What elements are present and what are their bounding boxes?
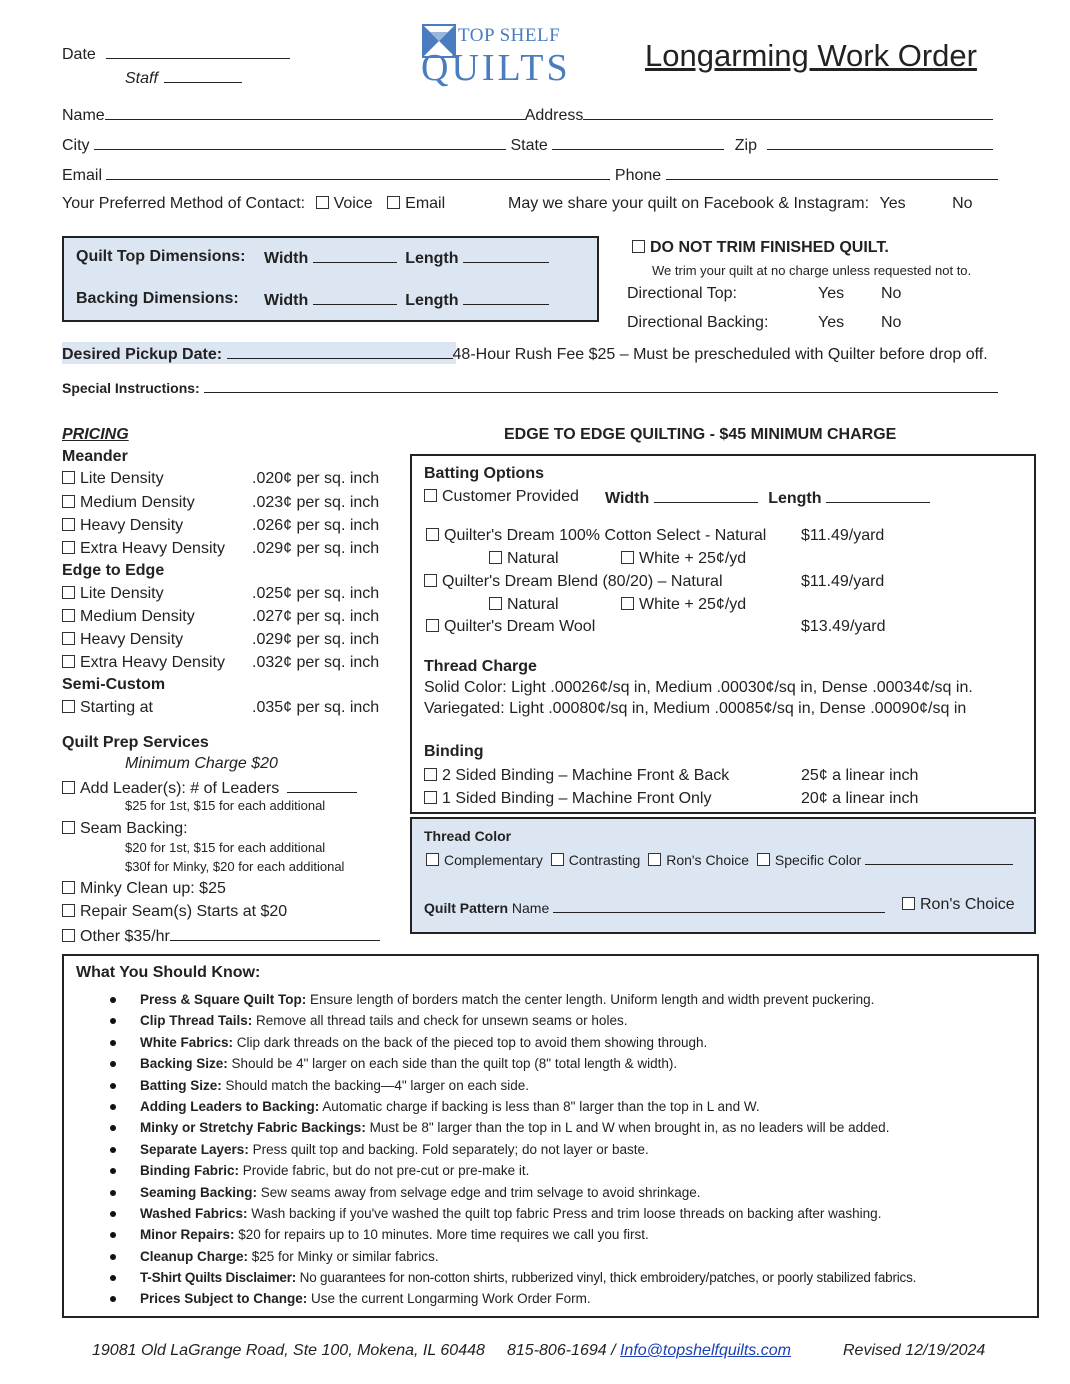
- edge-extra-heavy-label: Extra Heavy Density: [80, 654, 225, 671]
- complementary-checkbox[interactable]: [426, 853, 439, 866]
- special-instructions-label: Special Instructions:: [62, 380, 200, 396]
- directional-top-no[interactable]: No: [881, 285, 902, 302]
- wool-price: $13.49/yard: [801, 618, 886, 635]
- list-item: Seaming Backing: Sew seams away from selvage edge and trim selvage to avoid shrinkage.: [64, 1182, 1034, 1203]
- list-item: Backing Size: Should be 4" larger on each side than the quilt top (8" total length & width).: [64, 1053, 1034, 1074]
- repair-checkbox[interactable]: [62, 904, 75, 917]
- meander-medium-checkbox[interactable]: [62, 495, 75, 508]
- binding-two-price: 25¢ a linear inch: [801, 767, 919, 784]
- cotton-natural-label: Natural: [507, 550, 559, 567]
- thread-color-title: Thread Color: [424, 828, 512, 844]
- binding-two-row[interactable]: [424, 767, 729, 785]
- meander-extra-heavy-label: Extra Heavy Density: [80, 540, 225, 557]
- quilt-pattern-name-label: Name: [511, 900, 550, 916]
- blend-natural-label: Natural: [507, 596, 559, 613]
- share-no[interactable]: No: [952, 195, 973, 212]
- leaders-count-line[interactable]: [287, 778, 357, 793]
- list-item: Batting Size: Should match the backing—4" larger on each side.: [64, 1075, 1034, 1096]
- special-instructions-line[interactable]: [204, 381, 998, 393]
- phone-line[interactable]: [666, 165, 998, 180]
- binding-two-label: 2 Sided Binding – Machine Front & Back: [442, 767, 730, 784]
- cotton-white-checkbox[interactable]: [621, 551, 634, 564]
- semi-custom-checkbox[interactable]: [62, 700, 75, 713]
- directional-backing-yes[interactable]: Yes: [818, 314, 845, 331]
- leaders-note: $25 for 1st, $15 for each additional: [125, 798, 326, 813]
- customer-provided-row[interactable]: [424, 488, 579, 506]
- minky-checkbox[interactable]: [62, 881, 75, 894]
- edge-lite-checkbox[interactable]: [62, 586, 75, 599]
- quilt-top-length-label: Length: [405, 250, 459, 267]
- address-label: Address: [524, 107, 584, 124]
- edge-medium-label: Medium Density: [80, 608, 195, 625]
- blend-white-row[interactable]: [621, 596, 746, 614]
- staff-label: Staff: [125, 70, 158, 87]
- share-label: May we share your quilt on Facebook & Instagram:: [508, 195, 870, 212]
- list-item: Prices Subject to Change: Use the current Longarming Work Order Form.: [64, 1288, 1034, 1309]
- minky-row[interactable]: [62, 880, 226, 898]
- contact-method: [62, 195, 445, 213]
- meander-row[interactable]: [62, 517, 183, 535]
- dimensions-panel: [62, 236, 599, 322]
- other-label: Other $35/hr: [80, 928, 170, 945]
- edge-title: Edge to Edge: [62, 562, 165, 579]
- voice-checkbox[interactable]: [316, 196, 329, 209]
- pickup-label: Desired Pickup Date:: [62, 346, 223, 363]
- edge-extra-heavy-checkbox[interactable]: [62, 655, 75, 668]
- footer-contact: [507, 1342, 791, 1360]
- leaders-checkbox[interactable]: [62, 781, 75, 794]
- edge-medium-checkbox[interactable]: [62, 609, 75, 622]
- edge-row[interactable]: [62, 631, 183, 649]
- semi-custom-row[interactable]: [62, 699, 153, 717]
- backing-dimensions-label: Backing Dimensions:: [76, 290, 239, 307]
- meander-row[interactable]: [62, 494, 195, 512]
- seam-backing-note-1: $20 for 1st, $15 for each additional: [125, 840, 326, 855]
- zip-label: Zip: [734, 137, 757, 154]
- backing-length-label: Length: [405, 292, 459, 309]
- name-label: Name: [62, 107, 105, 124]
- batting-width-label: Width: [605, 490, 650, 507]
- batting-width-line[interactable]: [654, 488, 758, 503]
- email-line[interactable]: [106, 165, 610, 180]
- list-item: T-Shirt Quilts Disclaimer: No guarantees for non-cotton shirts, rubberized vinyl, thick embroidery/patches, or poorly stabilized fabrics.: [64, 1267, 1034, 1288]
- date-label: Date: [62, 46, 96, 63]
- blend-natural-row[interactable]: [489, 596, 559, 614]
- quilt-top-width-line[interactable]: [313, 248, 397, 263]
- meander-lite-label: Lite Density: [80, 470, 164, 487]
- batting-length-line[interactable]: [826, 488, 930, 503]
- list-item: Separate Layers: Press quilt top and backing. Fold separately; do not layer or baste.: [64, 1139, 1034, 1160]
- repair-label: Repair Seam(s) Starts at $20: [80, 903, 288, 920]
- other-checkbox[interactable]: [62, 929, 75, 942]
- page-title: Longarming Work Order: [645, 38, 977, 73]
- directional-backing-no[interactable]: No: [881, 314, 902, 331]
- binding-two-checkbox[interactable]: [424, 768, 437, 781]
- list-item: Minor Repairs: $20 for repairs up to 10 minutes. More time requires we call you first.: [64, 1224, 1034, 1245]
- batting-length-label: Length: [768, 490, 822, 507]
- backing-width-line[interactable]: [313, 290, 397, 305]
- binding-one-row[interactable]: [424, 790, 711, 808]
- directional-top-yes[interactable]: Yes: [818, 285, 845, 302]
- list-item: White Fabrics: Clip dark threads on the back of the pieced top to avoid them showing through.: [64, 1032, 1034, 1053]
- email-option-label: Email: [405, 195, 446, 212]
- blend-white-label: White + 25¢/yd: [639, 596, 747, 613]
- specific-color-line[interactable]: [865, 850, 1013, 865]
- city-label: City: [62, 137, 90, 154]
- prep-minimum: Minimum Charge $20: [125, 755, 278, 772]
- list-item: Cleanup Charge: $25 for Minky or similar fabrics.: [64, 1246, 1034, 1267]
- edge-heavy-label: Heavy Density: [80, 631, 184, 648]
- semi-custom-label: Starting at: [80, 699, 153, 716]
- phone-label: Phone: [614, 167, 662, 184]
- quilt-pattern-label: Quilt Pattern: [424, 900, 509, 916]
- seam-backing-label: Seam Backing:: [80, 820, 188, 837]
- other-row[interactable]: [62, 926, 380, 946]
- quilt-top-width-label: Width: [264, 250, 309, 267]
- leaders-row[interactable]: [62, 778, 357, 798]
- specific-color-label: Specific Color: [774, 852, 862, 868]
- meander-heavy-checkbox[interactable]: [62, 518, 75, 531]
- meander-row[interactable]: [62, 470, 164, 488]
- thread-solid: Solid Color: Light .00026¢/sq in, Medium .00030¢/sq in, Dense .00034¢/sq in.: [424, 679, 973, 696]
- know-title: What You Should Know:: [76, 964, 261, 981]
- list-item: Minky or Stretchy Fabric Backings: Must be 8" larger than the top in L and W when brought in, as no leaders will be added.: [64, 1117, 1034, 1138]
- edge-row[interactable]: [62, 608, 195, 626]
- quilt-top-dimensions-label: Quilt Top Dimensions:: [76, 248, 246, 265]
- email-checkbox[interactable]: [387, 196, 400, 209]
- blend-checkbox[interactable]: [424, 574, 437, 587]
- rush-note: 48-Hour Rush Fee $25 – Must be prescheduled with Quilter before drop off.: [452, 346, 988, 363]
- logo: [420, 22, 590, 92]
- meander-lite-checkbox[interactable]: [62, 471, 75, 484]
- cotton-select-checkbox[interactable]: [426, 528, 439, 541]
- staff-line[interactable]: [164, 68, 242, 83]
- meander-lite-price: .020¢ per sq. inch: [252, 470, 380, 487]
- meander-medium-price: .023¢ per sq. inch: [252, 494, 380, 511]
- repair-row[interactable]: [62, 903, 287, 921]
- seam-backing-checkbox[interactable]: [62, 821, 75, 834]
- blend-white-checkbox[interactable]: [621, 597, 634, 610]
- share-question: [508, 195, 973, 213]
- know-panel: [62, 954, 1039, 1318]
- other-line[interactable]: [170, 926, 380, 941]
- address-line[interactable]: [583, 105, 993, 120]
- footer-email-link[interactable]: Info@topshelfquilts.com: [619, 1342, 791, 1359]
- thread-color-panel: [410, 817, 1036, 934]
- meander-extra-heavy-price: .029¢ per sq. inch: [252, 540, 380, 557]
- prep-title: Quilt Prep Services: [62, 734, 209, 751]
- meander-heavy-label: Heavy Density: [80, 517, 184, 534]
- binding-one-label: 1 Sided Binding – Machine Front Only: [442, 790, 712, 807]
- edge-lite-label: Lite Density: [80, 585, 164, 602]
- cotton-white-label: White + 25¢/yd: [639, 550, 747, 567]
- logo-bottom-text: QUILTS: [421, 47, 571, 89]
- edge-heavy-price: .029¢ per sq. inch: [252, 631, 380, 648]
- complementary-label: Complementary: [444, 852, 543, 868]
- list-item: Clip Thread Tails: Remove all thread tails and check for unsewn seams or holes.: [64, 1010, 1034, 1031]
- thread-charge-title: Thread Charge: [424, 658, 537, 675]
- share-yes[interactable]: Yes: [879, 195, 906, 212]
- batting-panel: [410, 454, 1036, 814]
- state-line[interactable]: [552, 135, 724, 150]
- footer-phone: 815-806-1694 /: [507, 1342, 616, 1359]
- contrasting-checkbox[interactable]: [551, 853, 564, 866]
- blend-label: Quilter's Dream Blend (80/20) – Natural: [442, 573, 723, 590]
- binding-one-price: 20¢ a linear inch: [801, 790, 919, 807]
- edge-lite-price: .025¢ per sq. inch: [252, 585, 380, 602]
- directional-top-label: Directional Top:: [627, 285, 737, 302]
- meander-row[interactable]: [62, 540, 225, 558]
- trim-note: We trim your quilt at no charge unless requested not to.: [652, 263, 972, 278]
- date-field[interactable]: [62, 44, 290, 64]
- blend-natural-checkbox[interactable]: [489, 597, 502, 610]
- meander-heavy-price: .026¢ per sq. inch: [252, 517, 380, 534]
- customer-provided-checkbox[interactable]: [424, 489, 437, 502]
- name-line[interactable]: [105, 105, 525, 120]
- pattern-rons-label: Ron's Choice: [920, 896, 1015, 913]
- rons-choice-label: Ron's Choice: [666, 852, 750, 868]
- email-label: Email: [62, 167, 103, 184]
- batting-option-row[interactable]: [424, 573, 723, 591]
- leaders-label: Add Leader(s): # of Leaders: [80, 780, 280, 797]
- list-item: Washed Fabrics: Wash backing if you've washed the quilt top fabric Press and trim loose threads on backing after washing.: [64, 1203, 1034, 1224]
- blend-price: $11.49/yard: [801, 573, 885, 590]
- rons-choice-checkbox[interactable]: [648, 853, 661, 866]
- backing-width-label: Width: [264, 292, 309, 309]
- minky-label: Minky Clean up: $25: [80, 880, 226, 897]
- meander-medium-label: Medium Density: [80, 494, 195, 511]
- seam-backing-row[interactable]: [62, 820, 188, 838]
- contrasting-label: Contrasting: [568, 852, 641, 868]
- zip-line[interactable]: [767, 135, 993, 150]
- directional-backing-label: Directional Backing:: [627, 314, 769, 331]
- semi-custom-price: .035¢ per sq. inch: [252, 699, 380, 716]
- batting-option-row[interactable]: [426, 618, 595, 636]
- know-list: [64, 989, 1034, 1310]
- quilt-top-length-line[interactable]: [463, 248, 549, 263]
- binding-title: Binding: [424, 743, 484, 760]
- cotton-select-price: $11.49/yard: [801, 527, 885, 544]
- semi-custom-title: Semi-Custom: [62, 676, 166, 693]
- quilt-pattern-line[interactable]: [553, 898, 885, 913]
- list-item: Adding Leaders to Backing: Automatic charge if backing is less than 8" larger than the top in L and W.: [64, 1096, 1034, 1117]
- wool-label: Quilter's Dream Wool: [444, 618, 596, 635]
- pattern-rons-checkbox[interactable]: [902, 897, 915, 910]
- wool-checkbox[interactable]: [426, 619, 439, 632]
- edge-medium-price: .027¢ per sq. inch: [252, 608, 380, 625]
- customer-provided-label: Customer Provided: [442, 488, 579, 505]
- batting-option-row[interactable]: [426, 527, 766, 545]
- staff-field[interactable]: [125, 68, 242, 88]
- list-item: Binding Fabric: Provide fabric, but do not pre-cut or pre-make it.: [64, 1160, 1034, 1181]
- edge-row[interactable]: [62, 654, 225, 672]
- binding-one-checkbox[interactable]: [424, 791, 437, 804]
- edge-heavy-checkbox[interactable]: [62, 632, 75, 645]
- logo-top-text: TOP SHELF: [458, 25, 561, 46]
- pricing-heading: PRICING: [62, 426, 129, 443]
- pickup-line[interactable]: [227, 344, 453, 359]
- list-item: Press & Square Quilt Top: Ensure length of borders match the center length. Uniform length and width prevent puckering.: [64, 989, 1034, 1010]
- edge-to-edge-heading: EDGE TO EDGE QUILTING - $45 MINIMUM CHARGE: [504, 426, 897, 443]
- footer-address: 19081 Old LaGrange Road, Ste 100, Mokena, IL 60448: [92, 1342, 485, 1359]
- cotton-natural-row[interactable]: [489, 550, 559, 568]
- voice-label: Voice: [333, 195, 373, 212]
- footer-revised: Revised 12/19/2024: [843, 1342, 986, 1359]
- batting-title: Batting Options: [424, 465, 544, 482]
- cotton-select-label: Quilter's Dream 100% Cotton Select - Natural: [444, 527, 767, 544]
- meander-extra-heavy-checkbox[interactable]: [62, 541, 75, 554]
- seam-backing-note-2: $30f for Minky, $20 for each additional: [125, 859, 345, 874]
- do-not-trim-label: DO NOT TRIM FINISHED QUILT.: [650, 239, 889, 256]
- city-line[interactable]: [94, 135, 506, 150]
- state-label: State: [510, 137, 548, 154]
- cotton-white-row[interactable]: [621, 550, 746, 568]
- meander-title: Meander: [62, 448, 128, 465]
- backing-length-line[interactable]: [463, 290, 549, 305]
- do-not-trim-checkbox[interactable]: [632, 240, 645, 253]
- edge-extra-heavy-price: .032¢ per sq. inch: [252, 654, 380, 671]
- date-line[interactable]: [106, 44, 290, 59]
- edge-row[interactable]: [62, 585, 164, 603]
- contact-label: Your Preferred Method of Contact:: [62, 195, 306, 212]
- thread-variegated: Variegated: Light .00080¢/sq in, Medium .00085¢/sq in, Dense .00090¢/sq in: [424, 700, 967, 717]
- pattern-rons-row[interactable]: [902, 896, 1015, 914]
- specific-color-checkbox[interactable]: [757, 853, 770, 866]
- cotton-natural-checkbox[interactable]: [489, 551, 502, 564]
